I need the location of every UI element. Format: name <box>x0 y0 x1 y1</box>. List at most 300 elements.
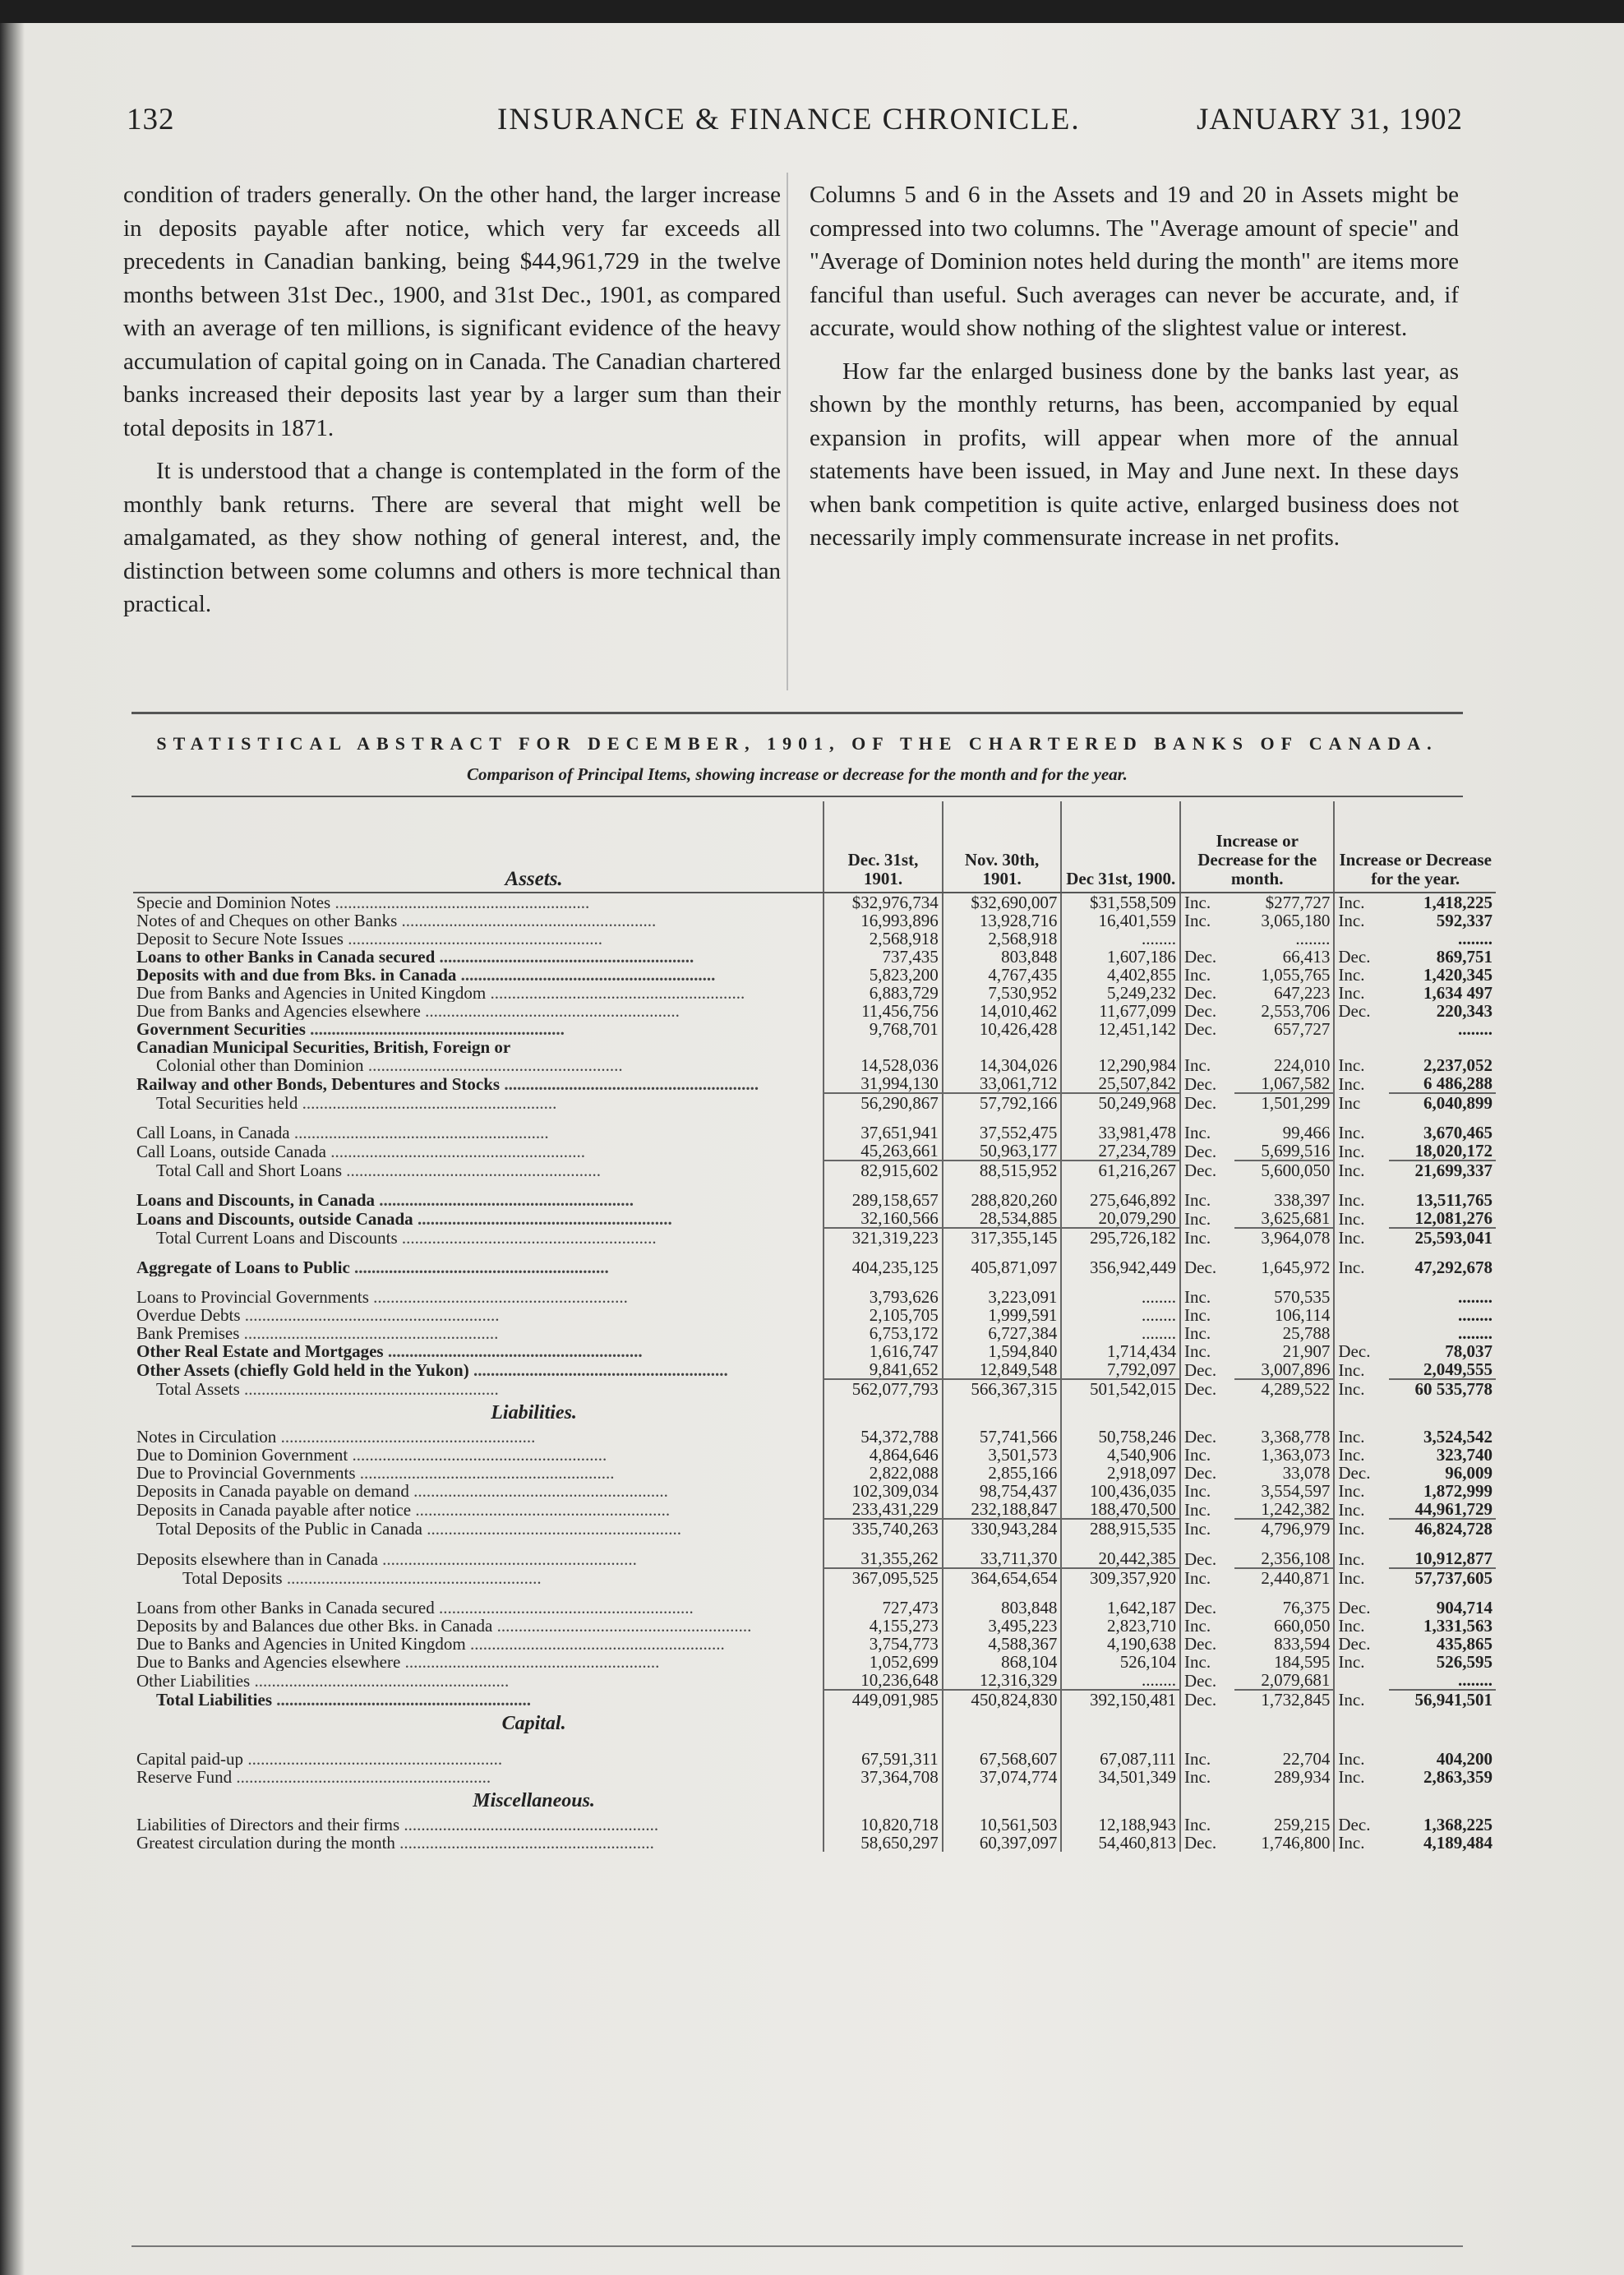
month-change-value: 660,050 <box>1274 1616 1331 1636</box>
month-direction: Dec. <box>1180 1635 1234 1653</box>
value-dec-1900: ........ <box>1061 1306 1180 1324</box>
row-spacer <box>133 1738 1496 1750</box>
year-direction: Inc. <box>1334 1142 1388 1161</box>
table-row <box>133 1324 1496 1342</box>
value-dec-1900: 356,942,449 <box>1061 1258 1180 1276</box>
month-direction: Dec. <box>1180 1161 1234 1179</box>
value-nov-1901: 60,397,097 <box>943 1834 1062 1852</box>
year-direction: Inc. <box>1334 1258 1388 1276</box>
value-dec-1900: 1,642,187 <box>1061 1599 1180 1617</box>
month-change-value: 647,223 <box>1274 983 1331 1003</box>
table-row <box>133 1209 1496 1228</box>
row-label: Call Loans, in Canada ..... <box>133 1124 824 1142</box>
page-header <box>123 102 1463 143</box>
value-nov-1901: 10,426,428 <box>943 1020 1062 1038</box>
year-direction: Inc. <box>1334 1074 1388 1093</box>
value-nov-1901: 12,316,329 <box>943 1671 1062 1690</box>
value-dec-1901: 6,883,729 <box>824 984 943 1002</box>
value-dec-1900: 295,726,182 <box>1061 1228 1180 1247</box>
right-paragraph-1: Columns 5 and 6 in the Assets and 19 and 20 in Assets might be compressed into two columns. The "Average amount of specie" and "Average of Dominion notes held during the month" are items more fanciful than useful. Such averages can never be accurate, and, if accurate, would show nothing of the slightest value or interest. <box>810 182 1459 341</box>
month-change-value: 1,363,073 <box>1261 1445 1331 1465</box>
table-row <box>133 1002 1496 1020</box>
month-direction: Inc. <box>1180 1750 1234 1768</box>
year-direction: Inc. <box>1334 966 1388 984</box>
table-row <box>133 948 1496 966</box>
table-row <box>133 1599 1496 1617</box>
value-dec-1901: 233,431,229 <box>824 1500 943 1519</box>
table-row <box>133 1482 1496 1500</box>
value-dec-1900 <box>1061 1038 1180 1056</box>
month-change-value: 224,010 <box>1274 1055 1331 1075</box>
section-heading: Miscellaneous. <box>473 1790 595 1811</box>
month-change-value: 1,501,299 <box>1234 1093 1334 1112</box>
table-body <box>133 893 1496 1852</box>
value-dec-1901: 37,364,708 <box>824 1768 943 1786</box>
month-change-value: 106,114 <box>1274 1305 1331 1325</box>
value-dec-1901: 2,822,088 <box>824 1464 943 1482</box>
month-change-value: 259,215 <box>1274 1815 1331 1834</box>
year-change-value: 6,040,899 <box>1389 1093 1496 1112</box>
value-nov-1901: 50,963,177 <box>943 1142 1062 1161</box>
value-nov-1901: 37,552,475 <box>943 1124 1062 1142</box>
year-direction: Inc. <box>1334 1482 1388 1500</box>
month-direction: Dec. <box>1180 1360 1234 1379</box>
value-dec-1900: 12,188,943 <box>1061 1816 1180 1834</box>
value-nov-1901: 868,104 <box>943 1653 1062 1671</box>
value-nov-1901: 2,568,918 <box>943 930 1062 948</box>
header-month-change: Increase or Decrease for the month. <box>1180 801 1334 893</box>
value-dec-1901: 2,568,918 <box>824 930 943 948</box>
row-label: Reserve Fund ..... <box>133 1768 824 1786</box>
month-direction: Dec. <box>1180 1690 1234 1709</box>
row-label: Total Securities held ..... <box>133 1093 824 1112</box>
year-change-value: ........ <box>1458 1287 1493 1307</box>
table-row <box>133 1428 1496 1446</box>
table-row <box>133 1446 1496 1464</box>
table-row <box>133 1161 1496 1179</box>
value-dec-1900: 50,758,246 <box>1061 1428 1180 1446</box>
year-change-value: 56,941,501 <box>1389 1690 1496 1709</box>
month-change-value: 3,368,778 <box>1261 1427 1331 1447</box>
month-change-value: 1,732,845 <box>1234 1690 1334 1709</box>
row-spacer <box>133 1247 1496 1258</box>
value-dec-1901: 32,160,566 <box>824 1209 943 1228</box>
value-dec-1900: $31,558,509 <box>1061 893 1180 911</box>
year-direction: Dec. <box>1334 1342 1388 1360</box>
value-dec-1901: 11,456,756 <box>824 1002 943 1020</box>
value-dec-1900: 33,981,478 <box>1061 1124 1180 1142</box>
page-number: 132 <box>127 103 175 136</box>
year-direction: Dec. <box>1334 948 1388 966</box>
value-nov-1901: 67,568,607 <box>943 1750 1062 1768</box>
row-label: Greatest circulation during the month ..... <box>133 1834 824 1852</box>
row-label: Due to Banks and Agencies elsewhere ..... <box>133 1653 824 1671</box>
row-label: Specie and Dominion Notes ..... <box>133 893 824 911</box>
table-row <box>133 1816 1496 1834</box>
year-direction: Inc. <box>1334 1617 1388 1635</box>
right-article-column <box>810 178 1459 565</box>
value-dec-1901: 6,753,172 <box>824 1324 943 1342</box>
month-direction: Inc. <box>1180 1617 1234 1635</box>
publication-title: INSURANCE & FINANCE CHRONICLE. <box>497 103 1081 136</box>
row-label: Due to Dominion Government ..... <box>133 1446 824 1464</box>
year-change-value: 13,511,765 <box>1415 1190 1493 1210</box>
year-direction: Inc <box>1334 1093 1388 1112</box>
row-label: Loans from other Banks in Canada secured ..... <box>133 1599 824 1617</box>
value-dec-1901: 67,591,311 <box>824 1750 943 1768</box>
value-dec-1900: 61,216,267 <box>1061 1161 1180 1179</box>
year-change-value: ........ <box>1458 1323 1493 1343</box>
value-dec-1901: 14,528,036 <box>824 1056 943 1074</box>
value-nov-1901: 317,355,145 <box>943 1228 1062 1247</box>
year-direction: Inc. <box>1334 1379 1388 1398</box>
month-direction: Dec. <box>1180 1020 1234 1038</box>
row-label: Other Real Estate and Mortgages ..... <box>133 1342 824 1360</box>
value-nov-1901: 1,594,840 <box>943 1342 1062 1360</box>
value-dec-1900: 526,104 <box>1061 1653 1180 1671</box>
value-dec-1901: 16,993,896 <box>824 911 943 930</box>
month-change-value: 25,788 <box>1282 1323 1331 1343</box>
table-row <box>133 930 1496 948</box>
year-direction: Dec. <box>1334 1635 1388 1653</box>
month-change-value: 3,007,896 <box>1261 1359 1331 1379</box>
table-row <box>133 1124 1496 1142</box>
month-direction: Inc. <box>1180 893 1234 911</box>
section-heading-row <box>133 1709 1496 1738</box>
row-spacer <box>133 1179 1496 1191</box>
row-spacer <box>133 1538 1496 1549</box>
year-change-value: ........ <box>1458 1305 1493 1325</box>
value-dec-1901: 3,754,773 <box>824 1635 943 1653</box>
bottom-rule <box>131 2245 1463 2247</box>
month-change-value: 5,600,050 <box>1234 1161 1334 1179</box>
month-change-value: 570,535 <box>1274 1287 1331 1307</box>
row-label: Government Securities ..... <box>133 1020 824 1038</box>
value-nov-1901: 57,741,566 <box>943 1428 1062 1446</box>
month-direction <box>1180 930 1234 948</box>
month-direction: Inc. <box>1180 1209 1234 1228</box>
section-heading-row <box>133 1786 1496 1816</box>
table-row <box>133 1500 1496 1519</box>
year-direction: Inc. <box>1334 893 1388 911</box>
year-change-value: 2,049,555 <box>1423 1359 1493 1379</box>
month-change-value: 76,375 <box>1282 1598 1331 1617</box>
value-nov-1901: 37,074,774 <box>943 1768 1062 1786</box>
year-change-value: 47,292,678 <box>1414 1257 1493 1277</box>
value-nov-1901: 28,534,885 <box>943 1209 1062 1228</box>
year-change-value: 435,865 <box>1436 1634 1493 1654</box>
table-row <box>133 1191 1496 1209</box>
table-row <box>133 984 1496 1002</box>
year-direction <box>1334 930 1388 948</box>
month-direction: Dec. <box>1180 1093 1234 1112</box>
value-nov-1901: 13,928,716 <box>943 911 1062 930</box>
row-label: Loans and Discounts, outside Canada ..... <box>133 1209 824 1228</box>
value-dec-1901: 102,309,034 <box>824 1482 943 1500</box>
year-direction <box>1334 1038 1388 1056</box>
year-change-value: 2,863,359 <box>1423 1767 1493 1787</box>
value-dec-1900: 501,542,015 <box>1061 1379 1180 1398</box>
table-title: STATISTICAL ABSTRACT FOR DECEMBER, 1901, OF THE CHARTERED BANKS OF CANADA. <box>156 733 1438 754</box>
row-label: Deposits with and due from Bks. in Canada ..... <box>133 966 824 984</box>
row-label: Canadian Municipal Securities, British, Foreign or <box>136 1038 511 1056</box>
table-row <box>133 1093 1496 1112</box>
value-nov-1901: 232,188,847 <box>943 1500 1062 1519</box>
value-dec-1901: 31,355,262 <box>824 1549 943 1568</box>
value-dec-1901: 727,473 <box>824 1599 943 1617</box>
year-direction: Inc. <box>1334 1161 1388 1179</box>
year-change-value: 78,037 <box>1445 1341 1493 1361</box>
row-label: Notes of and Cheques on other Banks ..... <box>133 911 824 930</box>
value-dec-1900: 34,501,349 <box>1061 1768 1180 1786</box>
left-article-column <box>123 178 781 631</box>
year-change-value: 3,670,465 <box>1423 1123 1493 1142</box>
section-heading: Liabilities. <box>491 1402 577 1424</box>
value-dec-1901: 9,768,701 <box>824 1020 943 1038</box>
table-row <box>133 1653 1496 1671</box>
month-direction <box>1180 1038 1234 1056</box>
table-row <box>133 1142 1496 1161</box>
row-label: Total Call and Short Loans ..... <box>133 1161 824 1179</box>
year-direction: Inc. <box>1334 911 1388 930</box>
year-change-value: 25,593,041 <box>1389 1228 1496 1247</box>
value-dec-1900: 7,792,097 <box>1061 1360 1180 1379</box>
value-dec-1901: 31,994,130 <box>824 1074 943 1093</box>
year-direction: Inc. <box>1334 1428 1388 1446</box>
value-dec-1900: ........ <box>1061 1288 1180 1306</box>
year-change-value: 869,751 <box>1436 947 1493 967</box>
left-paragraph-2: It is understood that a change is contemplated in the form of the monthly bank returns. There are several that might well be amalgamated, as they show nothing of general interest, and, the distinction between some columns and others is more technical than practical. <box>123 458 781 617</box>
value-dec-1900: 100,436,035 <box>1061 1482 1180 1500</box>
right-paragraph-2: How far the enlarged business done by the banks last year, as shown by the monthly returns, has been, accompanied by equal expansion in profits, will appear when more of the annual statements have been issued, in May and June next. In these days when bank competition is quite active, enlarged business does not necessarily imply commensurate increase in net profits. <box>810 358 1459 551</box>
value-dec-1900: 2,823,710 <box>1061 1617 1180 1635</box>
month-direction: Dec. <box>1180 1258 1234 1276</box>
value-dec-1901: 54,372,788 <box>824 1428 943 1446</box>
year-change-value: 904,714 <box>1436 1598 1493 1617</box>
month-change-value: 22,704 <box>1282 1749 1331 1769</box>
table-row <box>133 966 1496 984</box>
year-direction: Inc. <box>1334 1209 1388 1228</box>
table-header-row <box>133 801 1496 893</box>
value-nov-1901: 33,711,370 <box>943 1549 1062 1568</box>
month-change-value: 2,553,706 <box>1261 1001 1331 1021</box>
value-dec-1900: 20,442,385 <box>1061 1549 1180 1568</box>
year-direction: Inc. <box>1334 1056 1388 1074</box>
month-change-value: 1,645,972 <box>1261 1257 1331 1277</box>
row-label: Aggregate of Loans to Public ..... <box>133 1258 824 1276</box>
scan-top-border <box>0 0 1624 23</box>
value-dec-1900: 4,190,638 <box>1061 1635 1180 1653</box>
year-change-value: 404,200 <box>1436 1749 1493 1769</box>
year-direction: Inc. <box>1334 1568 1388 1587</box>
table-row <box>133 1342 1496 1360</box>
value-dec-1901: 737,435 <box>824 948 943 966</box>
month-direction: Inc. <box>1180 1446 1234 1464</box>
month-direction: Inc. <box>1180 1768 1234 1786</box>
value-dec-1900: 54,460,813 <box>1061 1834 1180 1852</box>
value-dec-1901: 5,823,200 <box>824 966 943 984</box>
value-nov-1901: 6,727,384 <box>943 1324 1062 1342</box>
year-change-value: 323,740 <box>1436 1445 1493 1465</box>
year-direction: Inc. <box>1334 1500 1388 1519</box>
row-label: Due from Banks and Agencies elsewhere ..... <box>133 1002 824 1020</box>
value-nov-1901: 7,530,952 <box>943 984 1062 1002</box>
header-year-change: Increase or Decrease for the year. <box>1334 801 1496 893</box>
value-dec-1901: 367,095,525 <box>824 1568 943 1587</box>
month-change-value: 338,397 <box>1274 1190 1331 1210</box>
value-dec-1901: 10,236,648 <box>824 1671 943 1690</box>
value-dec-1900: 2,918,097 <box>1061 1464 1180 1482</box>
row-label: Overdue Debts ..... <box>133 1306 824 1324</box>
year-change-value: 4,189,484 <box>1423 1833 1493 1853</box>
value-nov-1901: 405,871,097 <box>943 1258 1062 1276</box>
year-change-value: 1,368,225 <box>1423 1815 1493 1834</box>
month-direction: Inc. <box>1180 1228 1234 1247</box>
value-dec-1901: 56,290,867 <box>824 1093 943 1112</box>
year-direction: Dec. <box>1334 1816 1388 1834</box>
value-nov-1901: 10,561,503 <box>943 1816 1062 1834</box>
month-direction: Inc. <box>1180 1519 1234 1538</box>
month-direction: Dec. <box>1180 1464 1234 1482</box>
row-label: Total Current Loans and Discounts ..... <box>133 1228 824 1247</box>
year-change-value: 57,737,605 <box>1389 1568 1496 1587</box>
month-change-value: 184,595 <box>1274 1652 1331 1672</box>
table-row <box>133 1258 1496 1276</box>
row-label: Colonial other than Dominion ..... <box>133 1056 824 1074</box>
month-direction: Inc. <box>1180 1124 1234 1142</box>
month-direction: Inc. <box>1180 1288 1234 1306</box>
table-row <box>133 1834 1496 1852</box>
section-heading-row <box>133 1398 1496 1428</box>
value-dec-1900: 12,451,142 <box>1061 1020 1180 1038</box>
month-direction: Inc. <box>1180 1306 1234 1324</box>
table-row <box>133 1690 1496 1709</box>
month-direction: Inc. <box>1180 966 1234 984</box>
value-dec-1901: 449,091,985 <box>824 1690 943 1709</box>
row-label: Total Assets ..... <box>133 1379 824 1398</box>
value-dec-1900: 1,607,186 <box>1061 948 1180 966</box>
year-direction: Inc. <box>1334 1549 1388 1568</box>
value-dec-1900: 20,079,290 <box>1061 1209 1180 1228</box>
value-dec-1900: 5,249,232 <box>1061 984 1180 1002</box>
table-row <box>133 1379 1496 1398</box>
row-label: Due to Provincial Governments ..... <box>133 1464 824 1482</box>
year-direction: Inc. <box>1334 1124 1388 1142</box>
year-direction: Dec. <box>1334 1599 1388 1617</box>
month-change-value: 289,934 <box>1274 1767 1331 1787</box>
year-change-value: 44,961,729 <box>1414 1499 1493 1519</box>
value-dec-1901: 1,616,747 <box>824 1342 943 1360</box>
table-row <box>133 1306 1496 1324</box>
value-nov-1901: 4,767,435 <box>943 966 1062 984</box>
month-change-value: $277,727 <box>1265 893 1331 912</box>
month-change-value: 2,356,108 <box>1261 1548 1331 1568</box>
value-nov-1901: 98,754,437 <box>943 1482 1062 1500</box>
year-direction <box>1334 1306 1388 1324</box>
year-change-value: 1,634 497 <box>1423 983 1493 1003</box>
row-label: Total Deposits of the Public in Canada ..... <box>133 1519 824 1538</box>
year-direction: Inc. <box>1334 1768 1388 1786</box>
value-dec-1901: 404,235,125 <box>824 1258 943 1276</box>
section-heading: Capital. <box>501 1713 566 1734</box>
year-direction: Inc. <box>1334 984 1388 1002</box>
year-change-value: 60 535,778 <box>1389 1379 1496 1398</box>
year-change-value: 1,872,999 <box>1423 1481 1493 1501</box>
value-dec-1901: 58,650,297 <box>824 1834 943 1852</box>
value-dec-1900: ........ <box>1061 1671 1180 1690</box>
table-top-rule <box>131 796 1463 797</box>
value-dec-1900: ........ <box>1061 930 1180 948</box>
header-dec-1901: Dec. 31st, 1901. <box>824 801 943 893</box>
month-direction: Dec. <box>1180 1379 1234 1398</box>
value-nov-1901: 14,010,462 <box>943 1002 1062 1020</box>
month-change-value <box>1234 1038 1334 1056</box>
value-nov-1901: 3,495,223 <box>943 1617 1062 1635</box>
value-nov-1901: 12,849,548 <box>943 1360 1062 1379</box>
table-row <box>133 1549 1496 1568</box>
month-direction: Inc. <box>1180 911 1234 930</box>
year-direction: Dec. <box>1334 1002 1388 1020</box>
year-direction: Inc. <box>1334 1690 1388 1709</box>
value-dec-1901: 562,077,793 <box>824 1379 943 1398</box>
month-direction: Inc. <box>1180 1191 1234 1209</box>
value-dec-1900: 1,714,434 <box>1061 1342 1180 1360</box>
value-dec-1900: 288,915,535 <box>1061 1519 1180 1538</box>
row-label: Loans and Discounts, in Canada ..... <box>133 1191 824 1209</box>
month-change-value: 1,746,800 <box>1261 1833 1331 1853</box>
value-nov-1901: 330,943,284 <box>943 1519 1062 1538</box>
year-change-value: 526,595 <box>1436 1652 1493 1672</box>
value-dec-1901: 37,651,941 <box>824 1124 943 1142</box>
row-label: Liabilities of Directors and their firms ..... <box>133 1816 824 1834</box>
value-nov-1901: 14,304,026 <box>943 1056 1062 1074</box>
row-label: Bank Premises ..... <box>133 1324 824 1342</box>
month-change-value: 4,289,522 <box>1234 1379 1334 1398</box>
value-dec-1901: 10,820,718 <box>824 1816 943 1834</box>
year-change-value: 592,337 <box>1436 911 1493 930</box>
month-direction: Dec. <box>1180 1549 1234 1568</box>
month-change-value: 1,055,765 <box>1261 965 1331 985</box>
year-change-value <box>1389 1038 1496 1056</box>
row-label: Due from Banks and Agencies in United Kingdom ..... <box>133 984 824 1002</box>
month-change-value: ........ <box>1295 929 1331 948</box>
row-label: Deposit to Secure Note Issues ..... <box>133 930 824 948</box>
year-change-value: 6 486,288 <box>1423 1073 1493 1093</box>
value-dec-1901: 2,105,705 <box>824 1306 943 1324</box>
table-row <box>133 1020 1496 1038</box>
month-direction: Inc. <box>1180 1056 1234 1074</box>
year-direction: Inc. <box>1334 1360 1388 1379</box>
month-change-value: 3,964,078 <box>1234 1228 1334 1247</box>
value-nov-1901 <box>943 1038 1062 1056</box>
month-change-value: 66,413 <box>1282 947 1331 967</box>
year-change-value: 1,418,225 <box>1423 893 1493 912</box>
row-label: Notes in Circulation ..... <box>133 1428 824 1446</box>
month-change-value: 2,079,681 <box>1261 1670 1331 1690</box>
month-direction: Inc. <box>1180 1342 1234 1360</box>
year-direction <box>1334 1324 1388 1342</box>
table-row <box>133 1038 1496 1056</box>
year-direction <box>1334 1288 1388 1306</box>
value-dec-1900: 309,357,920 <box>1061 1568 1180 1587</box>
row-label: Total Deposits ..... <box>133 1568 824 1587</box>
row-label: Loans to Provincial Governments ..... <box>133 1288 824 1306</box>
month-direction: Inc. <box>1180 1500 1234 1519</box>
statistical-abstract-table <box>133 801 1496 1852</box>
value-dec-1901: 1,052,699 <box>824 1653 943 1671</box>
month-direction: Dec. <box>1180 984 1234 1002</box>
month-change-value: 3,065,180 <box>1261 911 1331 930</box>
